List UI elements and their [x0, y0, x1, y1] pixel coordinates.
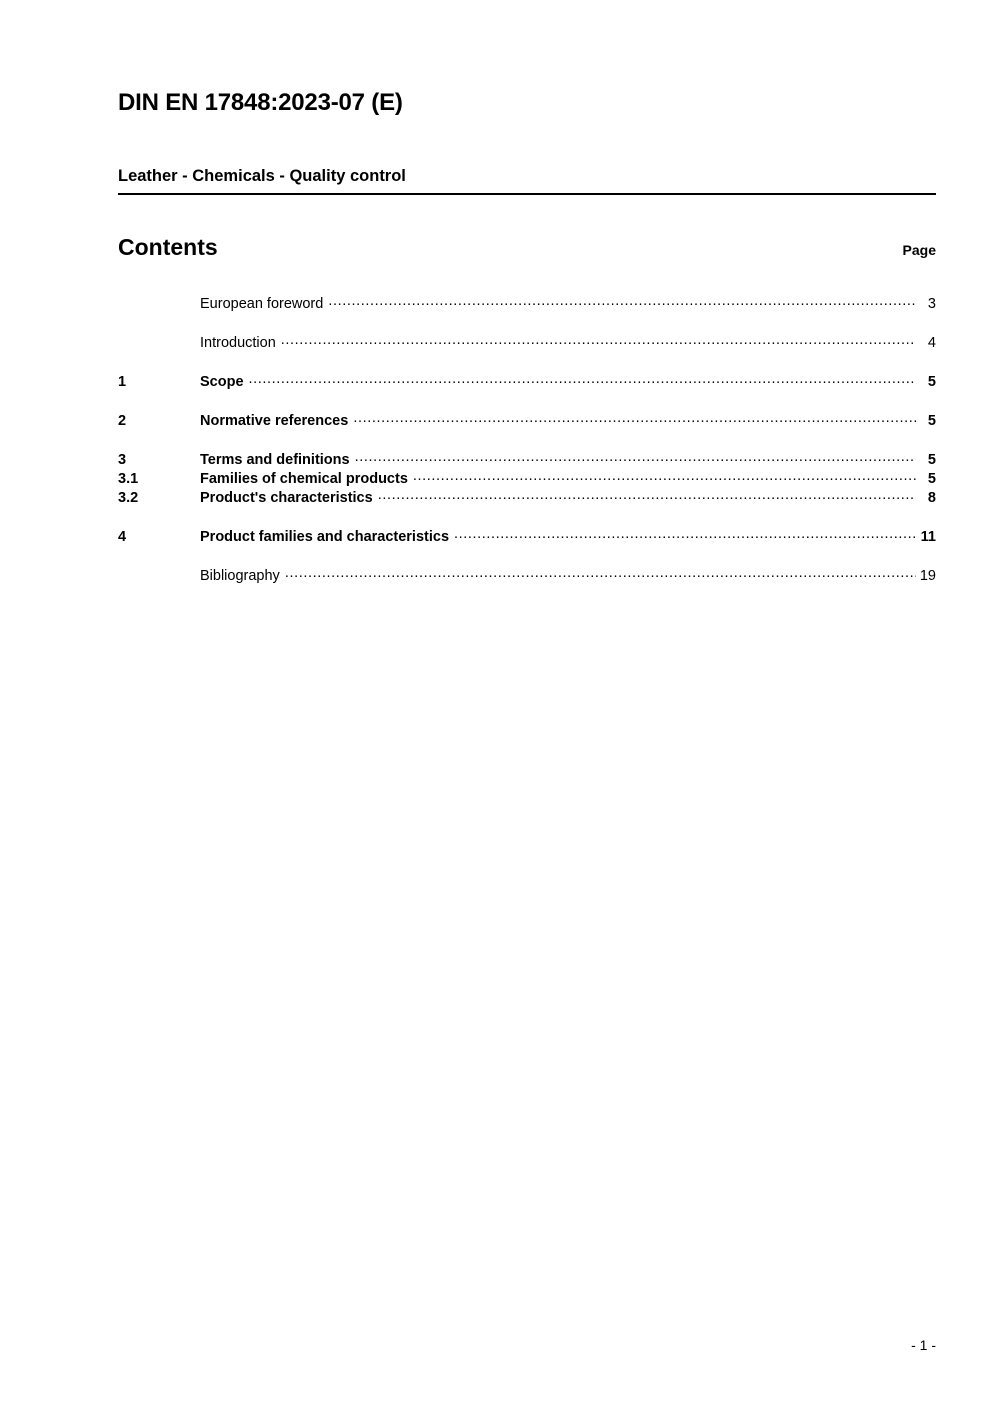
toc-entry-label: Product's characteristics — [200, 490, 373, 506]
document-subtitle: Leather - Chemicals - Quality control — [118, 167, 406, 185]
toc-entry-label: Terms and definitions — [200, 452, 350, 468]
toc-entry[interactable] — [118, 528, 936, 547]
toc-entry-page: 3 — [927, 296, 936, 312]
toc-entry[interactable] — [118, 334, 936, 353]
toc-leader-dots — [378, 488, 916, 502]
toc-entry-page: 5 — [927, 374, 936, 390]
page-content — [118, 88, 936, 586]
toc-entry-label: European foreword — [200, 296, 324, 312]
toc-entry-page: 5 — [927, 413, 936, 429]
document-standard-number: DIN EN 17848:2023-07 (E) — [118, 89, 403, 116]
toc-entry-page: 8 — [927, 490, 936, 506]
toc-entry-label: Bibliography — [200, 568, 280, 584]
toc-entry-label: Scope — [200, 374, 244, 390]
toc-entry-page: 5 — [927, 471, 936, 487]
toc-leader-dots — [353, 411, 916, 425]
toc-entry-number: 3.2 — [118, 490, 139, 506]
toc-entry-page: 4 — [927, 335, 936, 351]
toc-entry-label: Product families and characteristics — [200, 529, 450, 545]
toc-leader-dots — [285, 566, 916, 580]
toc-entry-label: Families of chemical products — [200, 471, 408, 487]
toc-entry-number: 3 — [118, 452, 127, 468]
toc-entry[interactable] — [118, 373, 936, 392]
toc-entry-number: 2 — [118, 413, 127, 429]
toc-entry-number: 3.1 — [118, 471, 139, 487]
toc-entry[interactable] — [118, 567, 936, 586]
page-column-label: Page — [902, 242, 936, 258]
toc-entry[interactable] — [118, 295, 936, 314]
page-number-footer: - 1 - — [911, 1337, 936, 1353]
contents-heading: Contents — [118, 234, 218, 260]
toc-entry[interactable] — [118, 451, 936, 470]
toc-entry[interactable] — [118, 489, 936, 508]
toc-leader-dots — [413, 469, 916, 483]
toc-entry-page: 5 — [927, 452, 936, 468]
toc-entry[interactable] — [118, 412, 936, 431]
toc-leader-dots — [249, 372, 916, 386]
toc-leader-dots — [355, 450, 916, 464]
toc-entry-number: 4 — [118, 529, 127, 545]
document-subtitle-block — [118, 166, 936, 195]
toc-leader-dots — [281, 333, 916, 347]
toc-entry-number: 1 — [118, 374, 127, 390]
toc-entry-page: 11 — [920, 529, 936, 545]
table-of-contents — [118, 295, 936, 586]
toc-entry-label: Normative references — [200, 413, 349, 429]
toc-entry-label: Introduction — [200, 335, 276, 351]
toc-leader-dots — [454, 527, 916, 541]
toc-entry-page: 19 — [919, 568, 936, 584]
toc-leader-dots — [328, 294, 916, 308]
toc-entry[interactable] — [118, 470, 936, 489]
contents-header-row — [118, 233, 936, 261]
